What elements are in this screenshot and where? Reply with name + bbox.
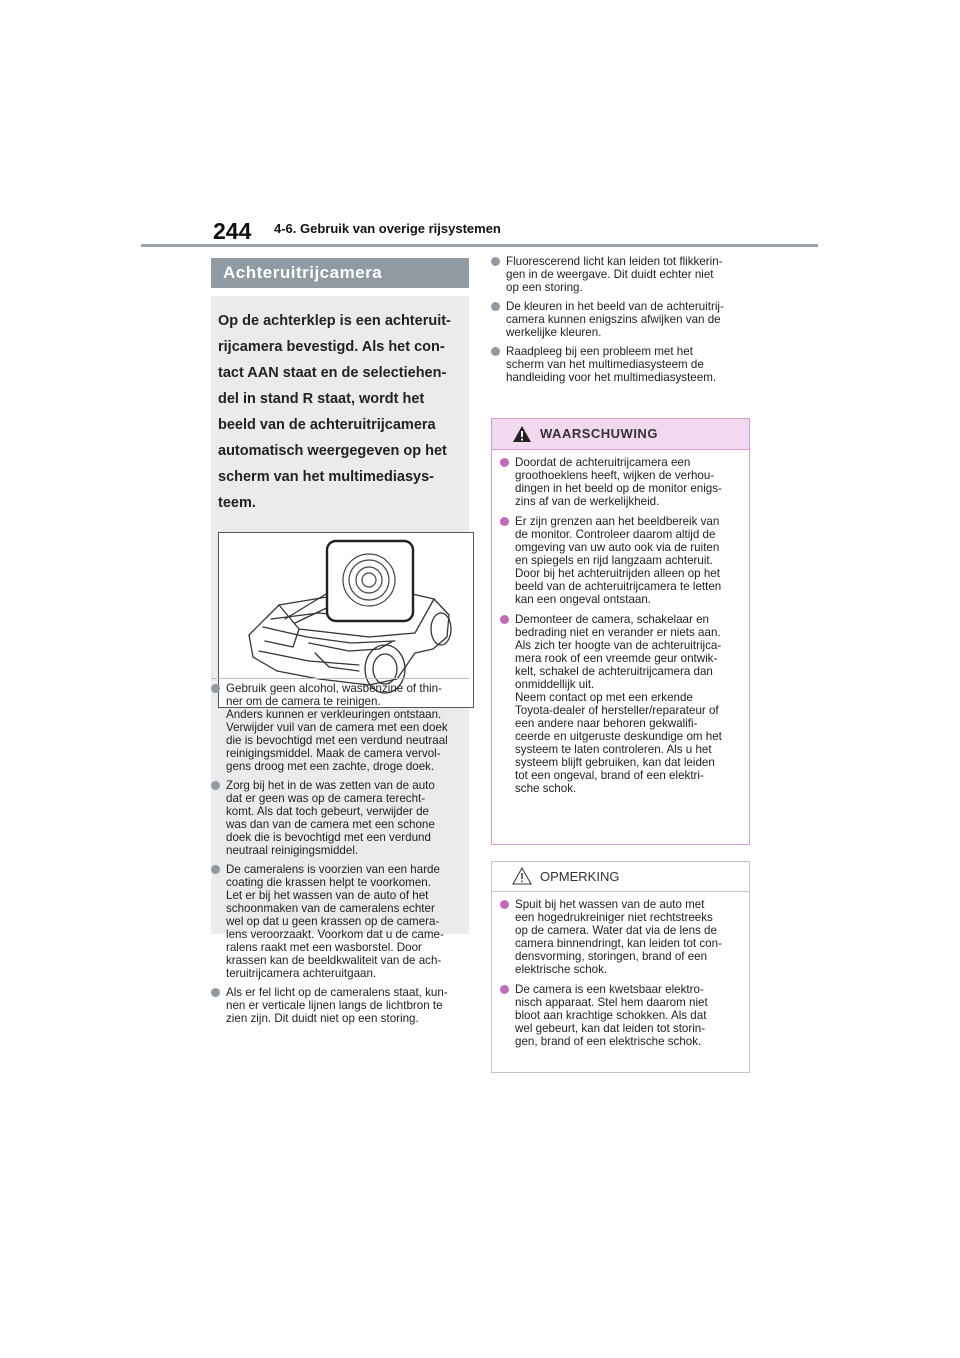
bullet-icon <box>211 781 220 790</box>
note-body <box>492 892 749 1048</box>
list-item: Raadpleeg bij een probleem met het scherm van het multimediasysteem de handleiding voor het multimediasysteem. <box>491 345 750 384</box>
section-heading: Achteruitrijcamera <box>211 258 469 288</box>
caution-icon <box>512 867 532 885</box>
list-item: De cameralens is voorzien van een harde coating die krassen helpt te voorkomen. Let er bij het wassen van de auto of het schoonmaken van de cameralens echter wel op dat u geen krassen op de camera- lens veroorzaakt. Voorkom dat u de came- ralens raakt met een wasborstel. Door krassen kan de beeldkwaliteit van de ach- teruitrijcamera achteruitgaan. <box>211 863 469 980</box>
page-number: 244 <box>213 218 252 244</box>
note-title: OPMERKING <box>540 869 620 884</box>
list-item: Zorg bij het in de was zetten van de auto dat er geen was op de camera terecht- komt. Als dat toch gebeurt, verwijder de was dan van de camera met een schone doek die is bevochtigd met een verdund neutraal reinigingsmiddel. <box>211 779 469 857</box>
bullet-icon <box>500 985 509 994</box>
note-box <box>491 861 750 1073</box>
bullet-icon <box>500 615 509 624</box>
display-notes <box>491 255 750 390</box>
list-item: Spuit bij het wassen van de auto met een hogedrukreiniger niet rechtstreeks op de camera. Water dat via de lens de camera binnendringt, kan leiden tot con- densvorming, storingen, brand of een elektrische schok. <box>500 898 741 976</box>
list-item: Als er fel licht op de cameralens staat, kun- nen er verticale lijnen langs de lichtbron te zien zijn. Dit duidt niet op een storing. <box>211 986 469 1025</box>
warning-header <box>492 419 749 450</box>
bullet-icon <box>211 988 220 997</box>
bullet-icon <box>211 865 220 874</box>
list-item: Doordat de achteruitrijcamera een groothoeklens heeft, wijken de verhou- dingen in het beeld op de monitor enigs- zins af van de werkelijkheid. <box>500 456 741 508</box>
section-title: 4-6. Gebruik van overige rijsystemen <box>274 221 501 236</box>
list-item: Er zijn grenzen aan het beeldbereik van de monitor. Controleer daarom altijd de omgeving van uw auto ook via de ruiten en spiegels en rijd langzaam achteruit. Door bij het achteruitrijden alleen op het beeld van de achteruitrijcamera te letten kan een ongeval ontstaan. <box>500 515 741 606</box>
list-item: De kleuren in het beeld van de achteruitrij- camera kunnen enigszins afwijken van de werkelijke kleuren. <box>491 300 750 339</box>
care-notes <box>211 678 469 1031</box>
warning-box <box>491 418 750 845</box>
bullet-icon <box>500 458 509 467</box>
bullet-icon <box>491 347 500 356</box>
warning-title: WAARSCHUWING <box>540 426 658 441</box>
bullet-icon <box>491 302 500 311</box>
header-divider <box>141 244 818 247</box>
warning-icon <box>512 425 532 443</box>
list-item: De camera is een kwetsbaar elektro- nisch apparaat. Stel hem daarom niet bloot aan krachtige schokken. Als dat wel gebeurt, kan dat leiden tot storin- gen, brand of een elektrische schok. <box>500 983 741 1048</box>
bullet-icon <box>500 900 509 909</box>
warning-body <box>492 450 749 795</box>
bullet-icon <box>491 257 500 266</box>
bullet-icon <box>211 684 220 693</box>
list-item: Fluorescerend licht kan leiden tot flikkerin- gen in de weergave. Dit duidt echter niet op een storing. <box>491 255 750 294</box>
bullet-icon <box>500 517 509 526</box>
divider <box>211 678 469 679</box>
intro-text: Op de achterklep is een achteruit- rijcamera bevestigd. Als het con- tact AAN staat en de selectiehen- del in stand R staat, wordt het beeld van de achteruitrijcamera automatisch weergegeven op het scherm van het multimediasys- teem. <box>218 313 451 511</box>
list-item: Demonteer de camera, schakelaar en bedrading niet en verander er niets aan. Als zich ter hoogte van de achteruitrijca- mera rook of een vreemde geur ontwik- kelt, schakel de achteruitrijcamera dan onmiddellijk uit. Neem contact op met een erkende Toyota-dealer of hersteller/reparateur of een andere naar behoren gekwalifi- ceerde en uitgeruste deskundige om het systeem te laten controleren. Als u het systeem blijft gebruiken, kan dat leiden tot een ongeval, brand of een elektri- sche schok. <box>500 613 741 795</box>
list-item: Gebruik geen alcohol, wasbenzine of thin- ner om de camera te reinigen. Anders kunnen er verkleuringen ontstaan. Verwijder vuil van de camera met een doek die is bevochtigd met een verdund neutraal reinigingsmiddel. Maak de camera vervol- gens droog met een zachte, droge doek. <box>211 682 469 773</box>
note-header <box>492 862 749 892</box>
